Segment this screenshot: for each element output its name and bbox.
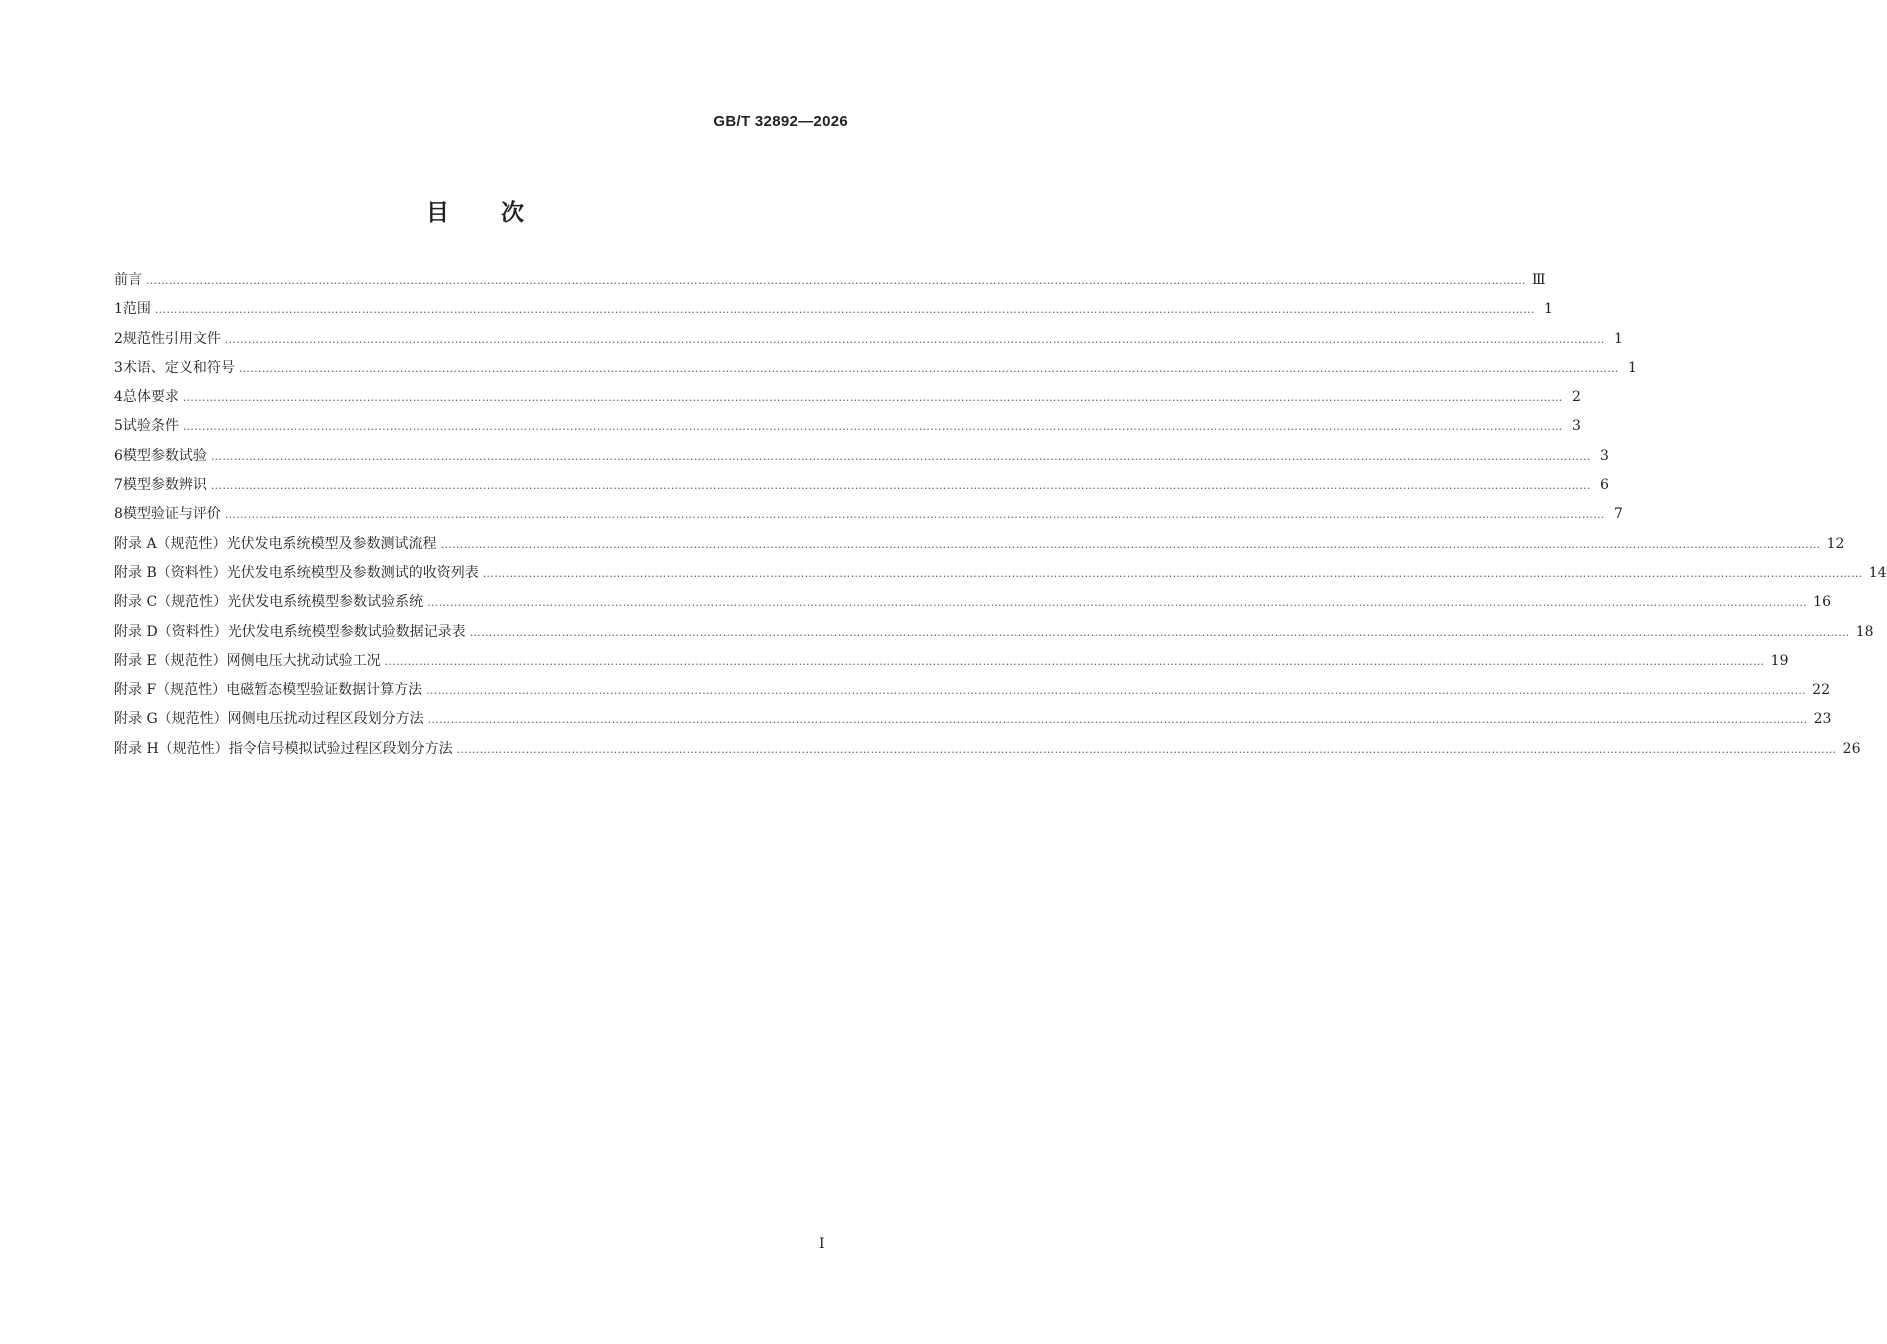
dot-leader: ……………………………………………………………………………………………………………………………………………………………………………………………………………………………………………………………………………………………………………………………… (238, 361, 1619, 375)
toc-entry-title: 光伏发电系统模型及参数测试的收资列表 (226, 564, 479, 581)
toc-appendix-label: 附录 B（资料性） (114, 564, 227, 581)
toc-appendix-label: 附录 C（规范性） (114, 594, 228, 611)
toc-entry[interactable] (114, 415, 1581, 444)
toc-entry-title: 网侧电压大扰动试验工况 (226, 652, 381, 669)
toc-list (114, 269, 1887, 767)
toc-entry[interactable] (114, 708, 1832, 737)
toc-entry-title: 规范性引用文件 (122, 330, 221, 347)
dot-leader: ……………………………………………………………………………………………………………………………………………………………………………………………………………………………………………………………………………………………………………………………… (210, 449, 1591, 463)
toc-entry[interactable] (114, 738, 1861, 767)
toc-entry-number: 4 (114, 389, 123, 406)
toc-entry-title: 术语、定义和符号 (122, 359, 235, 376)
dot-leader: ……………………………………………………………………………………………………………………………………………………………………………………………………………………………………………………………………………………………………………………………… (154, 303, 1535, 317)
toc-appendix-label: 附录 H（规范性） (114, 740, 229, 757)
toc-entry[interactable] (114, 298, 1553, 327)
toc-entry-title: 光伏发电系统模型参数试验系统 (227, 594, 424, 611)
toc-entry-title: 电磁暂态模型验证数据计算方法 (226, 682, 423, 699)
toc-entry-page: 26 (1842, 740, 1861, 757)
toc-appendix-label: 附录 D（资料性） (114, 623, 228, 640)
toc-entry[interactable] (114, 357, 1637, 386)
toc-entry-number: 1 (114, 301, 123, 318)
toc-appendix-label: 附录 G（规范性） (114, 711, 228, 728)
toc-entry-title: 光伏发电系统模型参数试验数据记录表 (227, 623, 466, 640)
toc-entry-title: 范围 (122, 301, 151, 318)
toc-entry[interactable] (114, 533, 1845, 562)
toc-entry-page: 3 (1572, 418, 1581, 435)
toc-entry-page: 3 (1600, 447, 1609, 464)
toc-entry[interactable] (114, 269, 1546, 298)
toc-entry-page: 22 (1812, 682, 1830, 699)
toc-entry-title: 前言 (114, 272, 142, 288)
toc-entry-page: 23 (1813, 711, 1832, 728)
toc-entry[interactable] (114, 386, 1581, 415)
dot-leader: ……………………………………………………………………………………………………………………………………………………………………………………………………………………………………………………………………………………………………………………………… (440, 537, 1821, 551)
toc-entry-title: 总体要求 (122, 389, 179, 406)
toc-entry[interactable] (114, 445, 1609, 474)
toc-entry-page: 1 (1628, 359, 1637, 376)
toc-entry[interactable] (114, 621, 1874, 650)
dot-leader: ……………………………………………………………………………………………………………………………………………………………………………………………………………………………………………………………………………………………………………………………… (182, 391, 1563, 405)
toc-entry[interactable] (114, 650, 1789, 679)
toc-appendix-label: 附录 F（规范性） (114, 682, 227, 699)
toc-entry-title: 光伏发电系统模型及参数测试流程 (226, 535, 437, 552)
standard-number: GB/T 32892—2026 (713, 113, 848, 130)
toc-title (0, 194, 950, 227)
dot-leader: ……………………………………………………………………………………………………………………………………………………………………………………………………………………………………………………………………………………………………………………………… (224, 332, 1605, 346)
toc-entry-page: Ⅲ (1532, 272, 1546, 288)
toc-entry[interactable] (114, 328, 1623, 357)
toc-entry-page: 1 (1544, 301, 1553, 318)
toc-entry-page: 19 (1770, 652, 1789, 669)
toc-entry-number: 2 (114, 330, 123, 347)
toc-entry-page: 7 (1614, 506, 1623, 523)
page-number: Ⅰ (819, 1236, 825, 1252)
toc-entry-title: 指令信号模拟试验过程区段划分方法 (228, 740, 453, 757)
dot-leader: ……………………………………………………………………………………………………………………………………………………………………………………………………………………………………………………………………………………………………………………………… (146, 274, 1526, 287)
toc-title-char-1: 目 (426, 200, 449, 226)
toc-appendix-label: 附录 A（规范性） (114, 535, 227, 552)
toc-entry-page: 12 (1826, 535, 1845, 552)
dot-leader: ……………………………………………………………………………………………………………………………………………………………………………………………………………………………………………………………………………………………………………………………… (224, 508, 1605, 522)
toc-entry-page: 1 (1614, 330, 1623, 347)
toc-appendix-label: 附录 E（规范性） (114, 652, 227, 669)
toc-entry-title: 网侧电压扰动过程区段划分方法 (227, 711, 424, 728)
dot-leader: ……………………………………………………………………………………………………………………………………………………………………………………………………………………………………………………………………………………………………………………………… (426, 684, 1807, 698)
toc-entry-page: 6 (1600, 477, 1609, 494)
toc-entry-number: 5 (114, 418, 123, 435)
dot-leader: ……………………………………………………………………………………………………………………………………………………………………………………………………………………………………………………………………………………………………………………………… (482, 566, 1863, 580)
toc-entry-title: 模型参数试验 (122, 447, 207, 464)
toc-entry[interactable] (114, 679, 1830, 708)
toc-entry-page: 2 (1572, 389, 1581, 406)
toc-entry-title: 模型验证与评价 (122, 506, 221, 523)
toc-entry[interactable] (114, 591, 1831, 620)
dot-leader: ……………………………………………………………………………………………………………………………………………………………………………………………………………………………………………………………………………………………………………………………… (384, 654, 1765, 668)
toc-entry-number: 6 (114, 447, 123, 464)
toc-entry-page: 16 (1813, 594, 1831, 611)
dot-leader: ……………………………………………………………………………………………………………………………………………………………………………………………………………………………………………………………………………………………………………………………… (456, 742, 1837, 756)
toc-entry[interactable] (114, 503, 1623, 532)
toc-entry-page: 14 (1868, 564, 1887, 581)
toc-entry[interactable] (114, 474, 1609, 503)
toc-entry[interactable] (114, 562, 1887, 591)
dot-leader: ……………………………………………………………………………………………………………………………………………………………………………………………………………………………………………………………………………………………………………………………… (182, 420, 1563, 434)
dot-leader: ……………………………………………………………………………………………………………………………………………………………………………………………………………………………………………………………………………………………………………………………… (427, 713, 1808, 727)
toc-title-char-2: 次 (501, 200, 524, 226)
toc-entry-number: 8 (114, 506, 123, 523)
toc-entry-title: 模型参数辨识 (122, 477, 207, 494)
dot-leader: ……………………………………………………………………………………………………………………………………………………………………………………………………………………………………………………………………………………………………………………………… (210, 479, 1591, 493)
toc-entry-number: 7 (114, 477, 123, 494)
toc-entry-page: 18 (1855, 623, 1874, 640)
dot-leader: ……………………………………………………………………………………………………………………………………………………………………………………………………………………………………………………………………………………………………………………………… (427, 596, 1808, 610)
dot-leader: ……………………………………………………………………………………………………………………………………………………………………………………………………………………………………………………………………………………………………………………………… (469, 625, 1850, 639)
toc-entry-title: 试验条件 (122, 418, 179, 435)
toc-entry-number: 3 (114, 359, 123, 376)
